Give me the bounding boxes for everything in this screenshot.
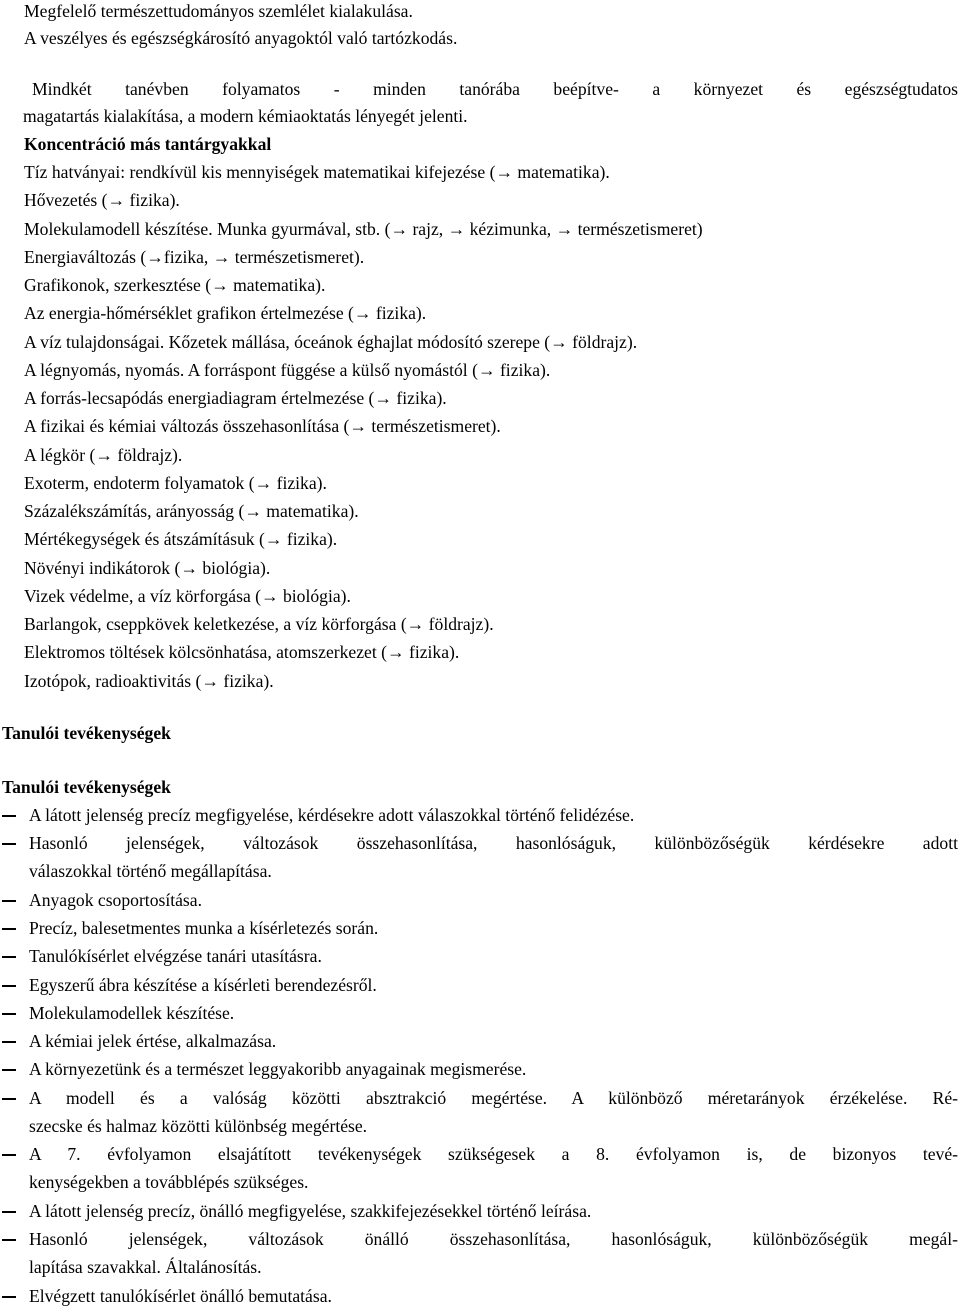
activities-heading-repeat: Tanulói tevékenységek — [2, 777, 171, 797]
activity-item: Precíz, balesetmentes munka a kísérletezés során. — [29, 918, 379, 938]
concentration-item: Barlangok, cseppkövek keletkezése, a víz körforgása (→ földrajz). — [24, 614, 494, 634]
intro-paragraph-line-1: Mindkét tanévben folyamatos - minden tanórába beépítve- a környezet és egészségtudatos — [32, 79, 958, 99]
bullet-dash — [2, 900, 16, 902]
bullet-dash — [2, 928, 16, 930]
activity-item-cont: válaszokkal történő megállapítása. — [29, 861, 272, 881]
bullet-dash — [2, 843, 16, 845]
bullet-dash — [2, 815, 16, 817]
concentration-item: A légkör (→ földrajz). — [24, 445, 183, 465]
activity-item-cont: szecske és halmaz közötti különbség megértése. — [29, 1116, 368, 1136]
concentration-item: A légnyomás, nyomás. A forráspont függése a külső nyomástól (→ fizika). — [24, 360, 551, 380]
concentration-item: Molekulamodell készítése. Munka gyurmával, stb. (→ rajz, → kézimunka, → természetismeret) — [24, 219, 703, 239]
activity-item-cont: kenységekben a továbblépés szükséges. — [29, 1172, 309, 1192]
activity-item: A látott jelenség precíz, önálló megfigyelése, szakkifejezésekkel történő leírása. — [29, 1201, 592, 1221]
activity-item: Egyszerű ábra készítése a kísérleti berendezésről. — [29, 975, 377, 995]
concentration-item: A víz tulajdonságai. Kőzetek mállása, óceánok éghajlat módosító szerepe (→ földrajz). — [24, 332, 638, 352]
concentration-item: Grafikonok, szerkesztése (→ matematika). — [24, 275, 326, 295]
activities-heading: Tanulói tevékenységek — [2, 723, 171, 743]
concentration-heading: Koncentráció más tantárgyakkal — [24, 134, 272, 154]
bullet-dash — [2, 1098, 16, 1100]
bullet-dash — [2, 1239, 16, 1241]
bullet-dash — [2, 1041, 16, 1043]
bullet-dash — [2, 956, 16, 958]
concentration-item: Növényi indikátorok (→ biológia). — [24, 558, 271, 578]
bullet-dash — [2, 1013, 16, 1015]
activity-item: Molekulamodellek készítése. — [29, 1003, 235, 1023]
intro-line-1: Megfelelő természettudományos szemlélet kialakulása. — [24, 1, 413, 21]
concentration-item: Elektromos töltések kölcsönhatása, atomszerkezet (→ fizika). — [24, 642, 460, 662]
concentration-item: Izotópok, radioaktivitás (→ fizika). — [24, 671, 274, 691]
concentration-item: Exoterm, endoterm folyamatok (→ fizika). — [24, 473, 327, 493]
activity-item: Elvégzett tanulókísérlet önálló bemutatása. — [29, 1286, 332, 1306]
bullet-dash — [2, 1211, 16, 1213]
concentration-item: Mértékegységek és átszámításuk (→ fizika). — [24, 529, 338, 549]
concentration-item: Az energia-hőmérséklet grafikon értelmezése (→ fizika). — [24, 303, 427, 323]
concentration-item: A forrás-lecsapódás energiadiagram értelmezése (→ fizika). — [24, 388, 447, 408]
activity-item: A látott jelenség precíz megfigyelése, kérdésekre adott válaszokkal történő felidézése. — [29, 805, 635, 825]
bullet-dash — [2, 1296, 16, 1298]
concentration-item: Hővezetés (→ fizika). — [24, 190, 180, 210]
activity-item: Hasonló jelenségek, változások önálló összehasonlítása, hasonlóságuk, különbözőségük megál- — [29, 1229, 958, 1249]
bullet-dash — [2, 985, 16, 987]
bullet-dash — [2, 1069, 16, 1071]
concentration-item: Százalékszámítás, arányosság (→ matematika). — [24, 501, 359, 521]
concentration-item: A fizikai és kémiai változás összehasonlítása (→ természetismeret). — [24, 416, 501, 436]
bullet-dash — [2, 1154, 16, 1156]
activity-item-cont: lapítása szavakkal. Általánosítás. — [29, 1257, 262, 1277]
activity-item: Tanulókísérlet elvégzése tanári utasításra. — [29, 946, 322, 966]
intro-paragraph-line-2: magatartás kialakítása, a modern kémiaoktatás lényegét jelenti. — [23, 106, 468, 126]
activity-item: Anyagok csoportosítása. — [29, 890, 202, 910]
intro-line-2: A veszélyes és egészségkárosító anyagoktól való tartózkodás. — [24, 28, 458, 48]
activity-item: A kémiai jelek értése, alkalmazása. — [29, 1031, 277, 1051]
concentration-item: Energiaváltozás (→fizika, → természetismeret). — [24, 247, 365, 267]
concentration-item: Vizek védelme, a víz körforgása (→ biológia). — [24, 586, 351, 606]
activity-item: Hasonló jelenségek, változások összehasonlítása, hasonlóságuk, különbözőségük kérdésekre adott — [29, 833, 958, 853]
concentration-item: Tíz hatványai: rendkívül kis mennyiségek matematikai kifejezése (→ matematika). — [24, 162, 610, 182]
activity-item: A 7. évfolyamon elsajátított tevékenységek szükségesek a 8. évfolyamon is, de bizonyos tevé- — [29, 1144, 958, 1164]
activity-item: A modell és a valóság közötti absztrakció megértése. A különböző méretarányok érzékelése. Ré- — [29, 1088, 958, 1108]
activity-item: A környezetünk és a természet leggyakoribb anyagainak megismerése. — [29, 1059, 527, 1079]
